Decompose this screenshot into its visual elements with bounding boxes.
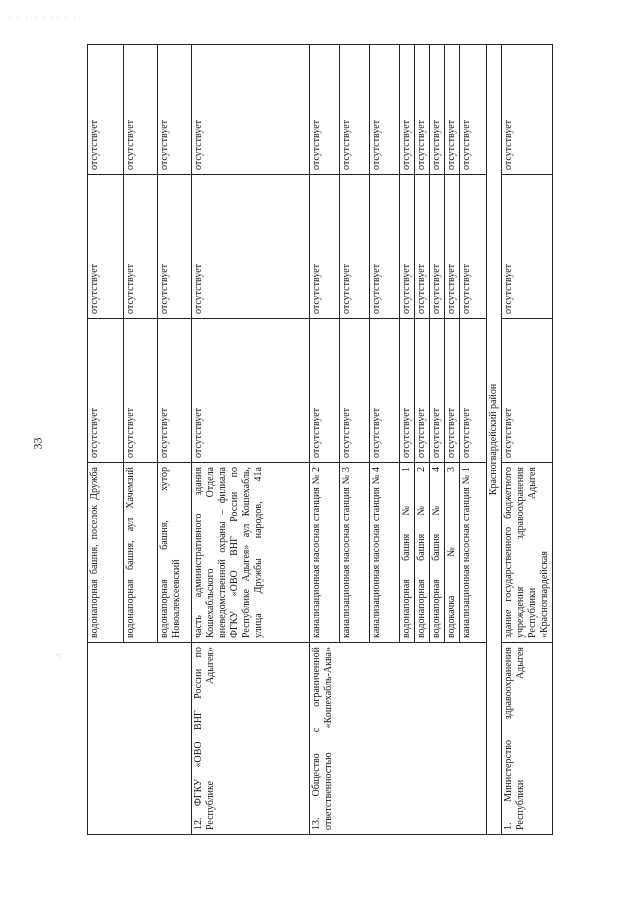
value-cell: отсутствует — [502, 175, 553, 319]
scan-artifact: · · · · · ·· · · — [8, 14, 78, 23]
value-cell: отсутствует — [340, 319, 370, 463]
registry-table — [87, 44, 553, 835]
value-cell: отсутствует — [88, 175, 124, 319]
object-cell: водонапорная башня № 2 — [415, 463, 430, 643]
value-cell: отсутствует — [158, 319, 192, 463]
value-cell: отсутствует — [340, 45, 370, 175]
object-cell: канализационная насосная станция № 2 — [310, 463, 340, 643]
object-cell: часть административного здания Кошехабльского Отдела вневедомственной охраны – филиала ФГКУ «ОВО ВНГ России по Республике Адыгея» аул Кошехабль, улица Дружбы народов, 41а — [192, 463, 310, 643]
object-cell: канализационная насосная станция № 1 — [460, 463, 487, 643]
table-row — [88, 45, 124, 835]
value-cell: отсутствует — [502, 319, 553, 463]
value-cell: отсутствует — [370, 319, 400, 463]
object-cell: водонапорная башня, поселок Дружба — [88, 463, 124, 643]
value-cell: отсутствует — [400, 175, 415, 319]
value-cell: отсутствует — [370, 175, 400, 319]
object-cell: канализационная насосная станция № 3 — [340, 463, 370, 643]
value-cell: отсутствует — [370, 45, 400, 175]
value-cell: отсутствует — [158, 175, 192, 319]
value-cell: отсутствует — [124, 319, 158, 463]
owner-cell: 1. Министерство здравоохранения Республики Адыгея — [502, 643, 553, 835]
value-cell: отсутствует — [158, 45, 192, 175]
object-cell: водонапорная башня № 1 — [400, 463, 415, 643]
scan-artifact: ·: — [56, 650, 62, 660]
section-row — [487, 45, 502, 835]
value-cell: отсутствует — [192, 175, 310, 319]
object-cell: водокачка № 3 — [445, 463, 460, 643]
value-cell: отсутствует — [430, 45, 445, 175]
value-cell: отсутствует — [124, 175, 158, 319]
value-cell: отсутствует — [310, 319, 340, 463]
object-cell: водонапорная башня, аул Хачемзий — [124, 463, 158, 643]
value-cell: отсутствует — [340, 175, 370, 319]
value-cell: отсутствует — [192, 319, 310, 463]
value-cell: отсутствует — [445, 45, 460, 175]
value-cell: отсутствует — [88, 45, 124, 175]
owner-cell: 12. ФГКУ «ОВО ВНГ России по Республике Адыгея» — [192, 643, 310, 835]
object-cell: водонапорная башня, хутор Новоалексеевский — [158, 463, 192, 643]
value-cell: отсутствует — [415, 45, 430, 175]
value-cell: отсутствует — [415, 319, 430, 463]
value-cell: отсутствует — [400, 319, 415, 463]
value-cell: отсутствует — [445, 175, 460, 319]
value-cell: отсутствует — [415, 175, 430, 319]
value-cell: отсутствует — [310, 175, 340, 319]
value-cell: отсутствует — [88, 319, 124, 463]
value-cell: отсутствует — [430, 175, 445, 319]
table-row — [310, 45, 340, 835]
value-cell: отсутствует — [124, 45, 158, 175]
owner-cell — [88, 643, 192, 835]
object-cell: здание государственного бюджетного учреждения здравоохранения Республики Адыгея «Красногвардейская — [502, 463, 553, 643]
table-rotator — [87, 45, 550, 835]
object-cell: канализационная насосная станция № 4 — [370, 463, 400, 643]
value-cell: отсутствует — [310, 45, 340, 175]
value-cell: отсутствует — [400, 45, 415, 175]
value-cell: отсутствует — [460, 319, 487, 463]
value-cell: отсутствует — [430, 319, 445, 463]
value-cell: отсутствует — [460, 45, 487, 175]
table-row — [502, 45, 553, 835]
value-cell: отсутствует — [192, 45, 310, 175]
page-number: 33 — [30, 437, 45, 450]
owner-cell: 13. Общество с ограниченной ответственностью «Кошехабль-Аква» — [310, 643, 487, 835]
object-cell: водонапорная башня № 4 — [430, 463, 445, 643]
value-cell: отсутствует — [502, 45, 553, 175]
value-cell: отсутствует — [445, 319, 460, 463]
value-cell: отсутствует — [460, 175, 487, 319]
section-title: Красногвардейский район — [487, 45, 502, 835]
table-row — [192, 45, 310, 835]
